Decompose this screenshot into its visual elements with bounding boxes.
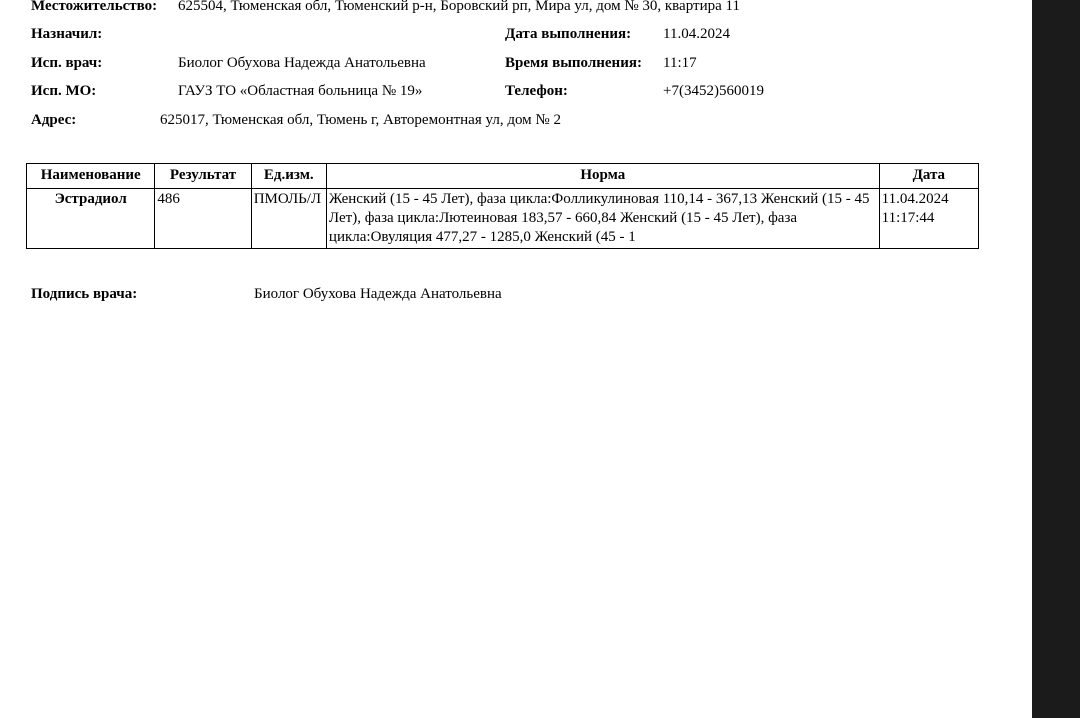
exec-time-label: Время выполнения: xyxy=(505,55,642,71)
residence-label: Местожительство: xyxy=(31,0,158,14)
exec-date-value: 11.04.2024 xyxy=(663,26,730,42)
residence-value: 625504, Тюменская обл, Тюменский р-н, Боровский рп, Мира ул, дом № 30, квартира 11 xyxy=(178,0,740,14)
exec-date-label: Дата выполнения: xyxy=(505,26,632,42)
phone-label: Телефон: xyxy=(505,83,568,99)
mo-label: Исп. МО: xyxy=(31,83,97,99)
col-header-name: Наименование xyxy=(27,164,155,189)
cell-date xyxy=(879,189,978,249)
table-row xyxy=(27,189,979,249)
doctor-value: Биолог Обухова Надежда Анатольевна xyxy=(178,55,426,71)
phone-value: +7(3452)560019 xyxy=(663,83,764,99)
col-header-norm: Норма xyxy=(326,164,879,189)
signature-value: Биолог Обухова Надежда Анатольевна xyxy=(254,286,502,302)
exec-time-value: 11:17 xyxy=(663,55,697,71)
address-value: 625017, Тюменская обл, Тюмень г, Авторемонтная ул, дом № 2 xyxy=(160,112,561,128)
cell-date-time: 11:17:44 xyxy=(881,210,935,226)
col-header-unit: Ед.изм. xyxy=(251,164,326,189)
cell-name: Эстрадиол xyxy=(27,189,155,249)
viewer-background-edge xyxy=(1032,0,1080,718)
assigned-label: Назначил: xyxy=(31,26,103,42)
cell-date-day: 11.04.2024 xyxy=(881,191,949,207)
cell-unit: ПМОЛЬ/Л xyxy=(251,189,326,249)
signature-label: Подпись врача: xyxy=(31,286,138,302)
table-header-row xyxy=(27,164,979,189)
mo-value: ГАУЗ ТО «Областная больница № 19» xyxy=(178,83,423,99)
results-table xyxy=(26,163,979,249)
cell-norm: Женский (15 - 45 Лет), фаза цикла:Фолликулиновая 110,14 - 367,13 Женский (15 - 45 Лет), фаза цикла:Лютеиновая 183,57 - 660,84 Женский (15 - 45 Лет), фаза цикла:Овуляция 477,27 - 1285,0 Женский (45 - 1 xyxy=(326,189,879,249)
col-header-result: Результат xyxy=(155,164,251,189)
address-label: Адрес: xyxy=(31,112,77,128)
col-header-date: Дата xyxy=(879,164,978,189)
cell-result: 486 xyxy=(155,189,251,249)
doctor-label: Исп. врач: xyxy=(31,55,103,71)
